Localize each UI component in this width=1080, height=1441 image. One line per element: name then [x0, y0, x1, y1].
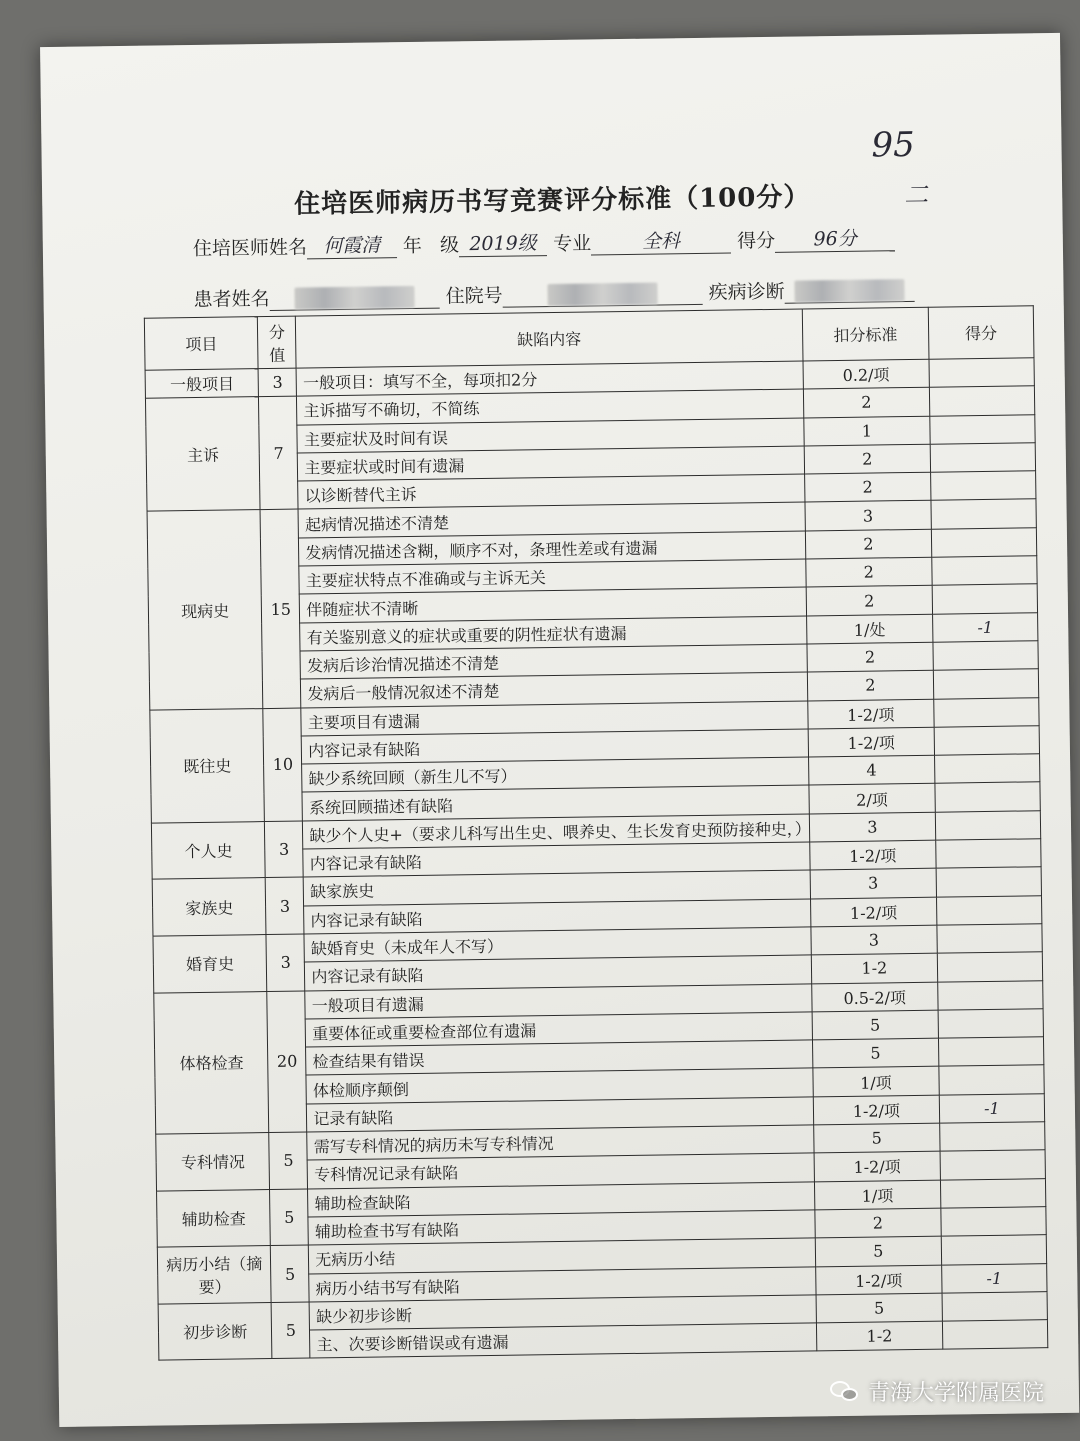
deduction-cell: 2/项 [809, 784, 935, 814]
section-points: 3 [266, 877, 305, 934]
defect-cell: 主要症状或时间有遗漏 [298, 446, 805, 481]
score-cell [941, 1235, 1046, 1265]
deduction-cell: 5 [812, 1010, 938, 1040]
admission-label: 住院号 [445, 284, 503, 308]
score-cell [935, 782, 1040, 812]
section-points: 5 [270, 1189, 309, 1246]
defect-cell: 一般项目有遗漏 [305, 983, 812, 1018]
score-cell: -1 [932, 612, 1037, 642]
defect-cell: 缺少系统回顾（新生儿不写） [302, 757, 809, 792]
score-sheet [40, 33, 1079, 1427]
defect-cell: 记录有缺陷 [307, 1097, 814, 1132]
defect-cell: 以诊断替代主诉 [298, 474, 805, 509]
score-value: 96分 [775, 223, 895, 253]
deduction-cell: 4 [808, 755, 934, 785]
score-cell [930, 471, 1035, 501]
section-points: 7 [259, 396, 298, 510]
header-got: 得分 [928, 306, 1034, 359]
deduction-cell: 3 [805, 501, 931, 531]
defect-cell: 体检顺序颠倒 [306, 1068, 813, 1103]
wechat-icon [830, 1379, 860, 1405]
header-deduction: 扣分标准 [802, 307, 929, 361]
score-cell [941, 1207, 1046, 1237]
section-item: 既往史 [150, 708, 265, 823]
score-cell [936, 895, 1041, 925]
year-label: 年 [402, 234, 423, 258]
deduction-cell: 2 [807, 670, 933, 700]
score-cell [931, 528, 1036, 558]
score-cell [937, 924, 1042, 954]
section-points: 3 [266, 934, 305, 991]
deduction-cell: 1-2/项 [808, 699, 934, 729]
score-cell [931, 499, 1036, 529]
score-cell [938, 1037, 1043, 1067]
deduction-cell: 2 [806, 586, 932, 616]
patient-label: 患者姓名 [193, 287, 270, 312]
score-cell [933, 669, 1038, 699]
redacted-diagnosis [795, 279, 905, 303]
section-points: 15 [261, 510, 302, 709]
score-cell: -1 [942, 1263, 1047, 1293]
defect-cell: 缺少初步诊断 [309, 1295, 816, 1330]
form-title: 住培医师病历书写竞赛评分标准（100分） [293, 182, 811, 220]
section-points: 20 [267, 991, 307, 1133]
defect-cell: 辅助检查缺陷 [308, 1182, 815, 1217]
defect-cell: 重要体征或重要检查部位有遗漏 [305, 1012, 812, 1047]
section-item: 辅助检查 [157, 1189, 271, 1247]
watermark-text: 青海大学附属医院 [867, 1381, 1044, 1406]
score-cell [933, 641, 1038, 671]
score-cell [934, 754, 1039, 784]
defect-cell: 发病后诊治情况描述不清楚 [300, 644, 807, 679]
deduction-cell: 2 [804, 444, 930, 474]
score-cell [942, 1320, 1047, 1350]
section-item: 病历小结（摘要） [157, 1246, 271, 1304]
score-cell [934, 697, 1039, 727]
deduction-cell: 1 [804, 416, 930, 446]
score-cell [938, 980, 1043, 1010]
deduction-cell: 1-2/项 [808, 727, 934, 757]
header-item: 项目 [144, 317, 258, 371]
score-cell [942, 1291, 1047, 1321]
defect-cell: 发病情况描述含糊，顺序不对，条理性差或有遗漏 [299, 531, 806, 566]
major-value: 全科 [591, 225, 731, 255]
deduction-cell: 2 [815, 1208, 941, 1238]
deduction-cell: 1-2 [816, 1321, 942, 1351]
section-item: 初步诊断 [158, 1302, 272, 1360]
defect-cell: 起病情况描述不清楚 [298, 502, 805, 537]
grade-value: 2019级 [459, 228, 547, 257]
deduction-cell: 1/处 [806, 614, 932, 644]
deduction-cell: 5 [815, 1236, 941, 1266]
score-cell [929, 358, 1034, 388]
section-item: 体格检查 [154, 991, 269, 1134]
score-label: 得分 [737, 229, 776, 253]
section-points: 5 [272, 1302, 311, 1359]
defect-cell: 内容记录有缺陷 [305, 955, 812, 990]
deduction-cell: 2 [806, 557, 932, 587]
deduction-cell: 1-2/项 [810, 897, 936, 927]
section-points: 10 [263, 708, 302, 822]
deduction-cell: 1/项 [814, 1180, 940, 1210]
doctor-label: 住培医师姓名 [192, 236, 308, 261]
deduction-cell: 0.2/项 [803, 359, 929, 389]
defect-cell: 专科情况记录有缺陷 [307, 1153, 814, 1188]
section-item: 现病史 [147, 510, 263, 710]
section-points: 3 [259, 368, 297, 397]
score-cell: -1 [939, 1093, 1044, 1123]
defect-cell: 无病历小结 [309, 1238, 816, 1273]
deduction-cell: 3 [810, 869, 936, 899]
deduction-cell: 1/项 [813, 1067, 939, 1097]
defect-cell: 发病后一般情况叙述不清楚 [301, 672, 808, 707]
defect-cell: 主要症状及时间有误 [297, 418, 804, 453]
redacted-admission-number [547, 283, 657, 307]
defect-cell: 检查结果有错误 [306, 1040, 813, 1075]
score-cell [936, 839, 1041, 869]
defect-cell: 病历小结书写有缺陷 [309, 1266, 816, 1301]
section-item: 主诉 [145, 397, 260, 512]
doctor-name: 何霞清 [307, 230, 397, 259]
section-item: 一般项目 [145, 369, 259, 399]
defect-cell: 需写专科情况的病历未写专科情况 [307, 1125, 814, 1160]
deduction-cell: 1-2/项 [810, 840, 936, 870]
score-cell [940, 1150, 1045, 1180]
score-cell [940, 1122, 1045, 1152]
score-cell [930, 443, 1035, 473]
score-cell [940, 1178, 1045, 1208]
score-cell [934, 726, 1039, 756]
defect-cell: 辅助检查书写有缺陷 [308, 1210, 815, 1245]
deduction-cell: 1-2/项 [815, 1265, 941, 1295]
score-cell [937, 952, 1042, 982]
score-cell [932, 584, 1037, 614]
deduction-cell: 1-2/项 [814, 1151, 940, 1181]
score-cell [929, 386, 1034, 416]
defect-cell: 主要症状特点不准确或与主诉无关 [299, 559, 806, 594]
deduction-cell: 3 [809, 812, 935, 842]
header-defect: 缺陷内容 [296, 309, 803, 368]
score-cell [938, 1009, 1043, 1039]
defect-cell: 内容记录有缺陷 [302, 729, 809, 764]
defect-cell: 伴随症状不清晰 [300, 587, 807, 622]
defect-cell: 缺少个人史+（要求儿科写出生史、喂养史、生长发育史预防接种史，） [303, 814, 810, 849]
diagnosis-label: 疾病诊断 [708, 280, 785, 304]
deduction-cell: 1-2 [811, 953, 937, 983]
redacted-patient-name [294, 286, 414, 310]
defect-cell: 有关鉴别意义的症状或重要的阴性症状有遗漏 [300, 616, 807, 651]
deduction-cell: 2 [803, 388, 929, 418]
table-body [145, 358, 1048, 1361]
score-cell [936, 867, 1041, 897]
deduction-cell: 5 [813, 1123, 939, 1153]
deduction-cell: 2 [807, 642, 933, 672]
section-item: 家族史 [152, 878, 266, 936]
handwritten-total-score: 95 [871, 124, 916, 166]
deduction-cell: 0.5-2/项 [811, 982, 937, 1012]
section-points: 5 [269, 1132, 308, 1189]
score-cell [932, 556, 1037, 586]
patient-name-field [269, 285, 439, 311]
deduction-cell: 5 [812, 1038, 938, 1068]
deduction-cell: 2 [805, 529, 931, 559]
section-item: 专科情况 [156, 1133, 270, 1191]
defect-cell: 内容记录有缺陷 [304, 899, 811, 934]
major-label: 专业 [552, 232, 592, 255]
doctor-info-line [193, 223, 896, 261]
score-cell [930, 414, 1035, 444]
deduction-cell: 3 [811, 925, 937, 955]
defect-cell: 缺家族史 [303, 870, 810, 905]
deduction-cell: 2 [804, 472, 930, 502]
section-item: 个人史 [151, 821, 265, 879]
section-item: 婚育史 [153, 934, 267, 992]
watermark [830, 1376, 1044, 1407]
admission-field [502, 281, 702, 308]
handwritten-mark: 二 [904, 180, 929, 210]
defect-cell: 缺婚育史（未成年人不写） [304, 927, 811, 962]
score-cell [935, 810, 1040, 840]
header-points: 分值 [258, 316, 297, 369]
scoring-table [144, 305, 1048, 1361]
deduction-cell: 5 [816, 1293, 942, 1323]
defect-cell: 系统回顾描述有缺陷 [302, 785, 809, 820]
deduction-cell: 1-2/项 [813, 1095, 939, 1125]
diagnosis-field [785, 278, 915, 304]
grade-label: 级 [439, 234, 460, 257]
defect-cell: 一般项目：填写不全，每项扣2分 [296, 361, 803, 396]
section-points: 5 [271, 1245, 310, 1302]
score-cell [939, 1065, 1044, 1095]
defect-cell: 主、次要诊断错误或有遗漏 [310, 1323, 817, 1358]
defect-cell: 主要项目有遗漏 [301, 701, 808, 736]
patient-info-line [193, 275, 914, 312]
defect-cell: 主诉描写不确切，不简练 [297, 389, 804, 424]
defect-cell: 内容记录有缺陷 [303, 842, 810, 877]
section-points: 3 [265, 821, 304, 878]
